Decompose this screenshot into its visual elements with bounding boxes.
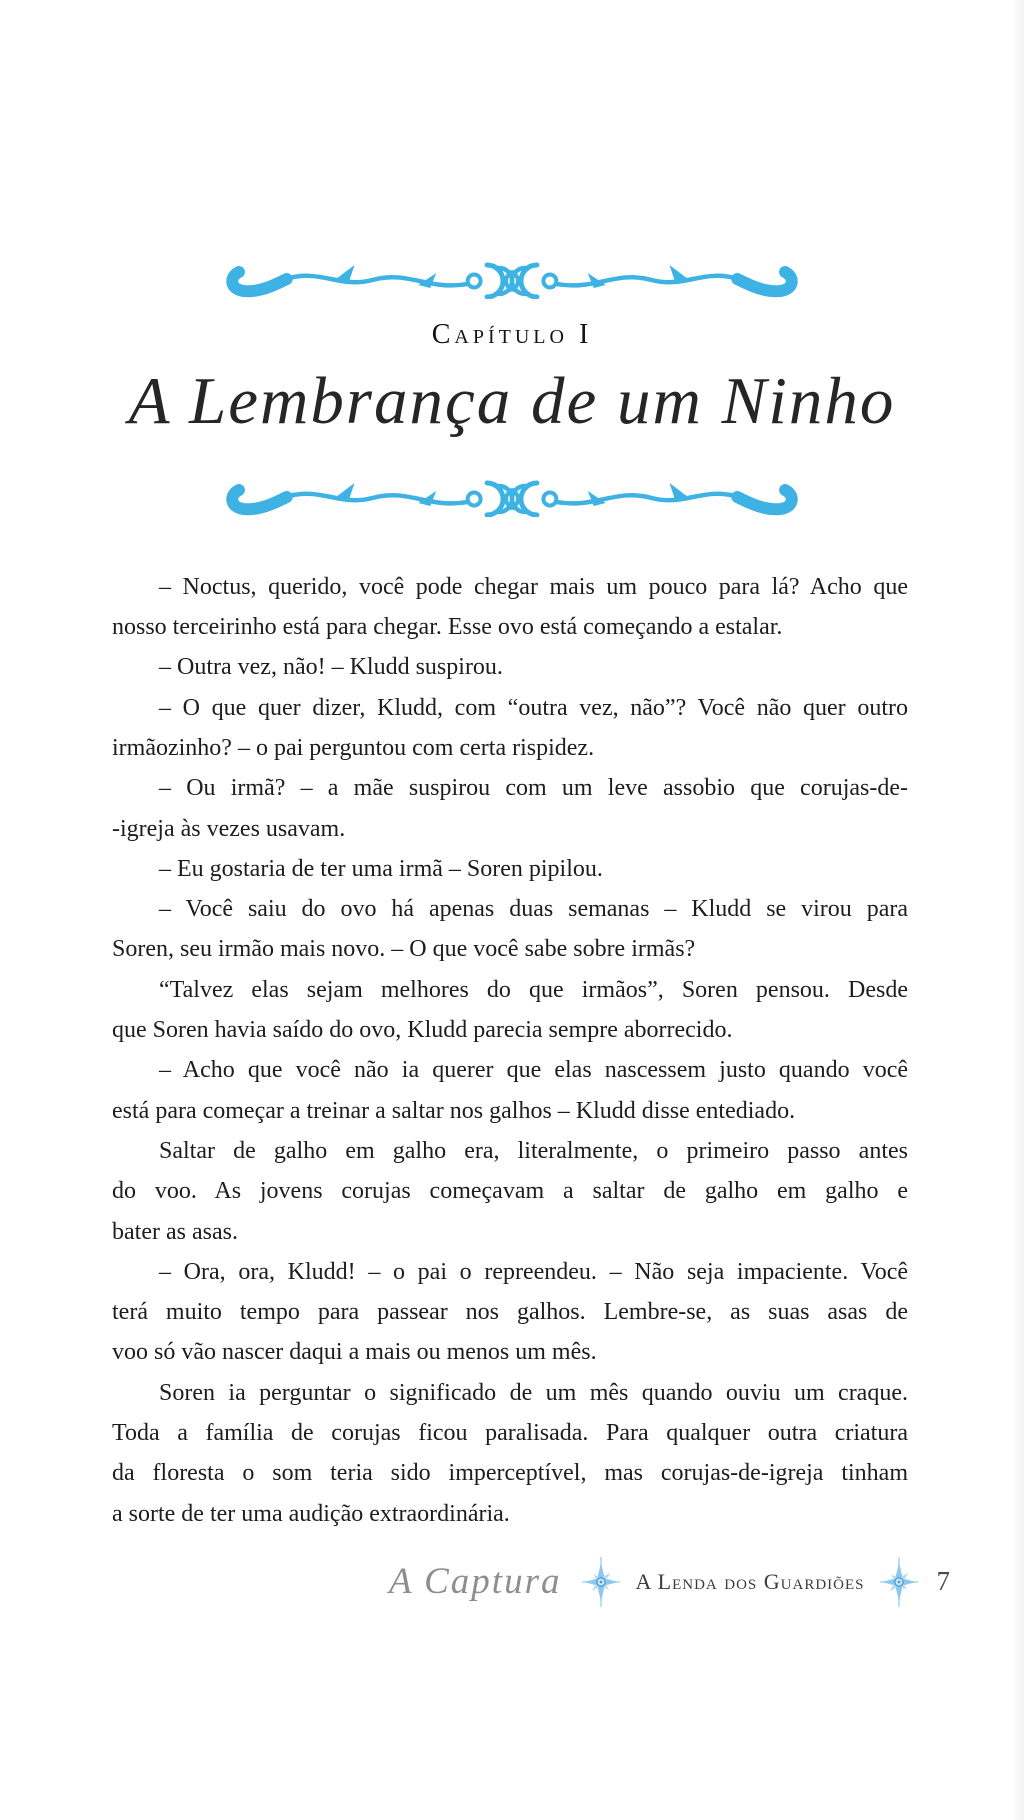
body-line: Saltar de galho em galho era, literalmente, o primeiro passo antes (159, 1137, 908, 1164)
body-line: “Talvez elas sejam melhores do que irmãos”, Soren pensou. Desde (159, 976, 908, 1003)
flourish-ornament-bottom-icon (223, 471, 801, 517)
chapter-header (0, 0, 1024, 517)
body-line: – Eu gostaria de ter uma irmã – Soren pipilou. (159, 855, 603, 882)
body-line: Toda a família de corujas ficou paralisada. Para qualquer outra criatura (112, 1420, 908, 1447)
snowflake-icon (580, 1556, 622, 1608)
body-line: – Você saiu do ovo há apenas duas semanas – Kludd se virou para (159, 896, 908, 923)
body-line: – Acho que você não ia querer que elas nascessem justo quando você (159, 1057, 908, 1084)
body-text (112, 567, 908, 1534)
body-line: a sorte de ter uma audição extraordinária. (112, 1500, 510, 1527)
flourish-ornament-top-icon (223, 253, 801, 299)
body-line: – Noctus, querido, você pode chegar mais um pouco para lá? Acho que (159, 573, 908, 600)
body-line: nosso terceirinho está para chegar. Esse ovo está começando a estalar. (112, 614, 783, 641)
body-line: – Ou irmã? – a mãe suspirou com um leve assobio que corujas-de- (159, 775, 908, 802)
body-line: que Soren havia saído do ovo, Kludd parecia sempre aborrecido. (112, 1017, 733, 1044)
scan-edge (1012, 0, 1024, 1820)
body-line: -igreja às vezes usavam. (112, 815, 346, 842)
body-line: bater as asas. (112, 1218, 238, 1245)
snowflake-icon (878, 1556, 920, 1608)
chapter-title: A Lembrança de um Ninho (128, 364, 896, 438)
running-footer (0, 1556, 950, 1608)
body-line: – Outra vez, não! – Kludd suspirou. (159, 654, 503, 681)
body-line: Soren, seu irmão mais novo. – O que você sabe sobre irmãs? (112, 936, 696, 963)
body-line: voo só vão nascer daqui a mais ou menos um mês. (112, 1339, 597, 1366)
body-line: – O que quer dizer, Kludd, com “outra vez, não”? Você não quer outro (159, 694, 908, 721)
page-number: 7 (936, 1566, 950, 1597)
body-line: irmãozinho? – o pai perguntou com certa rispidez. (112, 734, 595, 761)
body-line: do voo. As jovens corujas começavam a saltar de galho em galho e (112, 1178, 908, 1205)
body-line: da floresta o som teria sido imperceptível, mas corujas-de-igreja tinham (112, 1460, 908, 1487)
body-line: – Ora, ora, Kludd! – o pai o repreendeu. – Não seja impaciente. Você (159, 1258, 908, 1285)
body-line: Soren ia perguntar o significado de um mês quando ouviu um craque. (159, 1379, 908, 1406)
body-line: está para começar a treinar a saltar nos galhos – Kludd disse entediado. (112, 1097, 796, 1124)
chapter-label: Capítulo I (431, 319, 593, 350)
body-line: terá muito tempo para passear nos galhos. Lembre-se, as suas asas de (112, 1299, 908, 1326)
book-section-title: A Captura (388, 1561, 562, 1603)
series-title: A Lenda dos Guardiões (635, 1568, 865, 1594)
